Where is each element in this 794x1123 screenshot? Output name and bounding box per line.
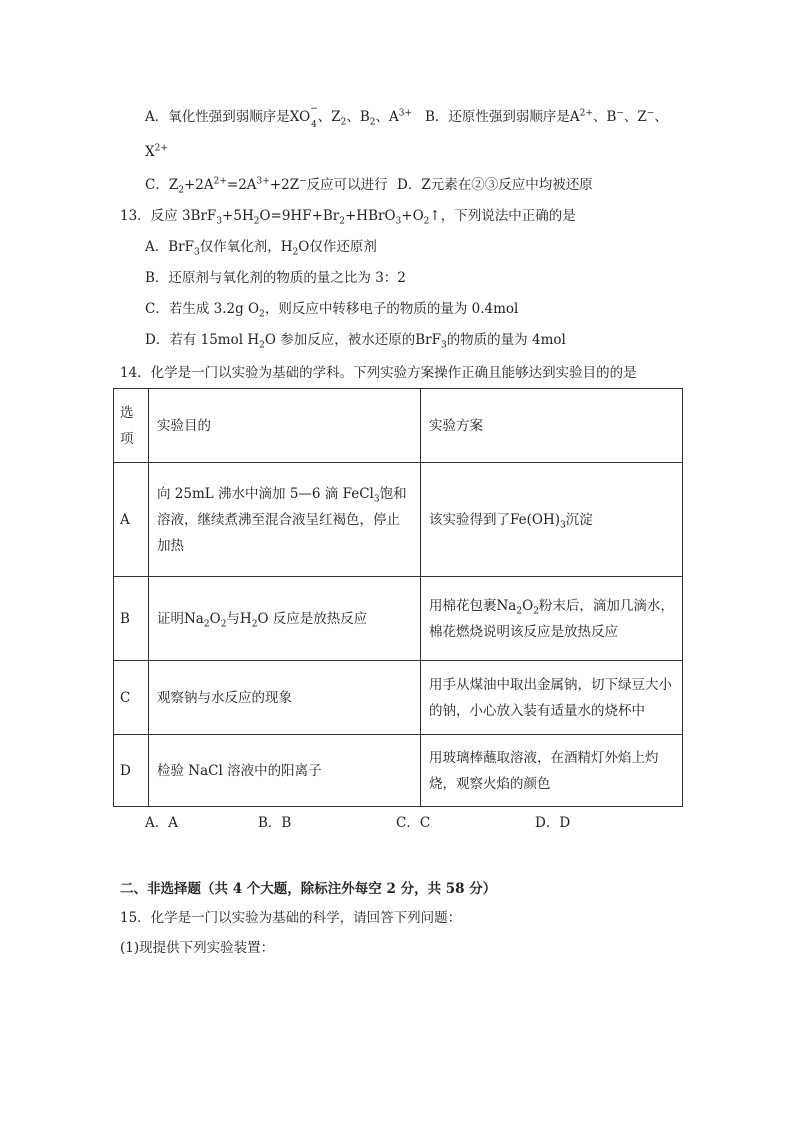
q13-option-d: D．若有 15mol $H_2O$ 参加反应，被水还原的BrF$_3$的物质的量为 4mol: [145, 332, 566, 351]
row-label: D: [114, 735, 149, 807]
q14-option-d: D．D: [535, 815, 571, 831]
row-plan: 用手从煤油中取出金属钠，切下绿豆大小的钠，小心放入装有适量水的烧杯中: [421, 661, 683, 735]
q12-option-b-wrap: $X^{2+}$: [145, 143, 168, 160]
header-plan: 实验方案: [421, 389, 683, 463]
row-purpose: 向 25mL 沸水中滴加 5—6 滴 FeCl$_3$饱和溶液，继续煮沸至混合液呈红褐色，停止加热: [149, 463, 421, 577]
q13-option-c: C．若生成 3.2g $O_2$，则反应中转移电子的物质的量为 0.4mol: [145, 301, 519, 320]
header-option: 选 项: [114, 389, 149, 463]
q14-stem: 14．化学是一门以实验为基础的学科。下列实验方案操作正确且能够达到实验目的的是: [120, 365, 637, 381]
row-purpose: 证明$Na_2O_2$与$H_2O$ 反应是放热反应: [149, 577, 421, 661]
q14-option-a: A．A: [145, 815, 178, 831]
table-row: [114, 661, 683, 735]
q12-option-c: C．$Z_2+2A^{2+}=2A^{3+}+2Z^-$反应可以进行: [145, 176, 388, 196]
table-row: [114, 735, 683, 807]
q14-table: [113, 388, 683, 807]
q13-stem: 13．反应 $3BrF_3+5H_2O=9HF+Br_2+HBrO_3+O_2↑$，下列说法中正确的是: [120, 208, 576, 227]
q15-sub-1: (1)现提供下列实验装置：: [120, 940, 275, 956]
row-label: B: [114, 577, 149, 661]
q12-option-b: B．还原性强到弱顺序是$A^{2+}$、B−、Z−、: [425, 108, 668, 125]
section-heading: 二、非选择题（共 4 个大题，除标注外每空 2 分，共 58 分）: [120, 881, 497, 897]
table-row: [114, 463, 683, 577]
q13-option-a: A．BrF$_3$仅作氧化剂，$H_2O$仅作还原剂: [145, 239, 377, 258]
row-label: A: [114, 463, 149, 577]
row-purpose: 检验 NaCl 溶液中的阳离子: [149, 735, 421, 807]
q15-stem: 15．化学是一门以实验为基础的科学，请回答下列问题：: [120, 910, 462, 926]
q12-option-a: A．氧化性强到弱顺序是XO− $_4$、$Z_2$、$B_2$、$A^{3+}$: [145, 103, 413, 130]
header-purpose: 实验目的: [149, 389, 421, 463]
table-row: [114, 577, 683, 661]
row-purpose: 观察钠与水反应的现象: [149, 661, 421, 735]
row-plan: 用玻璃棒蘸取溶液，在酒精灯外焰上灼烧，观察火焰的颜色: [421, 735, 683, 807]
row-label: C: [114, 661, 149, 735]
q14-option-c: C．C: [396, 815, 431, 831]
q12-option-d: D．Z元素在②③反应中均被还原: [397, 177, 593, 193]
row-plan: 用棉花包裹$Na_2O_2$粉末后，滴加几滴水，棉花燃烧说明该反应是放热反应: [421, 577, 683, 661]
q14-option-b: B．B: [258, 815, 292, 831]
table-header-row: [114, 389, 683, 463]
row-plan: 该实验得到了$Fe(OH)_3$沉淀: [421, 463, 683, 577]
q13-option-b: B．还原剂与氧化剂的物质的量之比为 3：2: [145, 270, 406, 286]
